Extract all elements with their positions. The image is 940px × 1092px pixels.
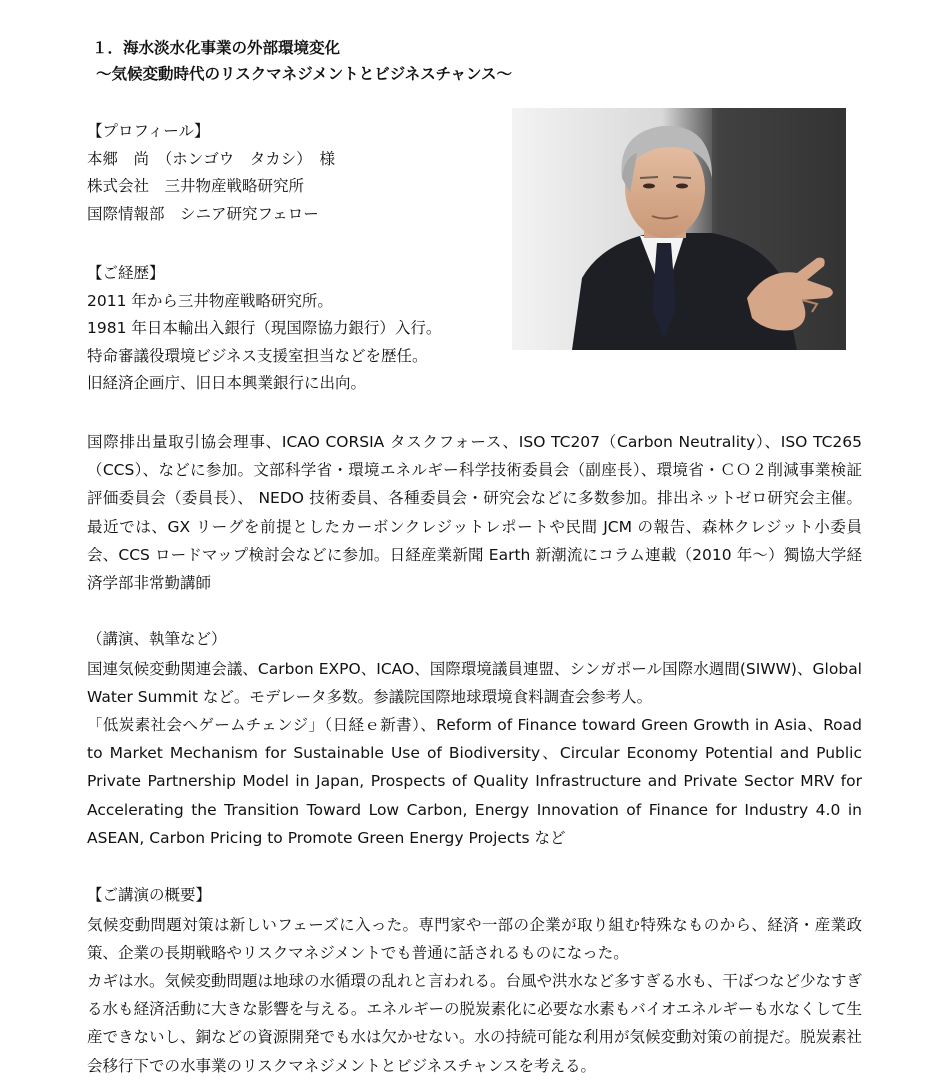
profile-block bbox=[87, 118, 335, 228]
lectures-heading: （講演、執筆など） bbox=[87, 630, 227, 648]
activities-paragraph: 国際排出量取引協会理事、ICAO CORSIA タスクフォース、ISO TC207（Carbon Neutrality）、ISO TC265（CCS）、などに参加。文部科学省・環境エネルギー科学技術委員会（副座長）、環境省・ＣＯ２削減事業検証評価委員会（委員長）、 NEDO 技術委員、各種委員会・研究会などに多数参加。排出ネットゼロ研究会主催。最近では、GX リーグを前提としたカーボンクレジットレポートや民間 JCM の報告、森林クレジット小委員会、CCS ロードマップ検討会などに参加。日経産業新聞 Earth 新潮流にコラム連載（2010 年～）獨協大学経済学部非常勤講師 bbox=[87, 433, 862, 593]
career-block bbox=[87, 260, 441, 398]
speaker-company: 株式会社 三井物産戦略研究所 bbox=[87, 177, 305, 195]
career-heading: 【ご経歴】 bbox=[87, 264, 165, 282]
career-line: 1981 年日本輸出入銀行（現国際協力銀行）入行。 bbox=[87, 319, 442, 337]
summary-paragraph: 気候変動問題対策は新しいフェーズに入った。専門家や一部の企業が取り組む特殊なものから、経済・産業政策、企業の長期戦略やリスクマネジメントでも普通に話されるものになった。 bbox=[87, 916, 862, 963]
section-title: １．海水淡水化事業の外部環境変化 bbox=[92, 39, 341, 57]
profile-heading: 【プロフィール】 bbox=[87, 122, 210, 140]
speaker-name: 本郷 尚 （ホンゴウ タカシ） 様 bbox=[87, 149, 336, 168]
career-line: 旧経済企画庁、旧日本興業銀行に出向。 bbox=[87, 374, 367, 392]
career-line: 2011 年から三井物産戦略研究所。 bbox=[87, 291, 333, 310]
summary-paragraph: カギは水。気候変動問題は地球の水循環の乱れと言われる。台風や洪水など多すぎる水も、干ばつなど少なすぎる水も経済活動に大きな影響を与える。エネルギーの脱炭素化に必要な水素もバイオエネルギーも水なくして生産できないし、銅などの資源開発でも水は欠かせない。水の持続可能な利用が気候変動対策の前提だ。脱炭素社会移行下での水事業のリスクマネジメントとビジネスチャンスを考える。 bbox=[87, 972, 863, 1075]
speaker-position: 国際情報部 シニア研究フェロー bbox=[87, 204, 319, 223]
career-line: 特命審議役環境ビジネス支援室担当などを歴任。 bbox=[87, 346, 428, 365]
publications-paragraph: 「低炭素社会へゲームチェンジ」（日経ｅ新書）、Reform of Finance toward Green Growth in Asia、Road to Market Mechanism for Sustainable Use of Biodiversity、Circular Economy Potential and Public Private Partnership Model in Japan, Prospects of Quality Infrastructure and Private Sector MRV for Accelerating the Transition Toward Low Carbon, Energy Innovation of Finance for Industry 4.0 in ASEAN, Carbon Pricing to Promote Green Energy Projects など bbox=[87, 716, 862, 847]
summary-heading: 【ご講演の概要】 bbox=[87, 886, 212, 904]
lectures-paragraph: 国連気候変動関連会議、Carbon EXPO、ICAO、国際環境議員連盟、シンガポール国際水週間(SIWW)、Global Water Summit など。モデレータ多数。参議院国際地球環境食料調査会参考人。 bbox=[87, 660, 862, 707]
speaker-photo bbox=[512, 108, 846, 350]
section-subtitle: ～気候変動時代のリスクマネジメントとビジネスチャンス～ bbox=[96, 65, 513, 83]
